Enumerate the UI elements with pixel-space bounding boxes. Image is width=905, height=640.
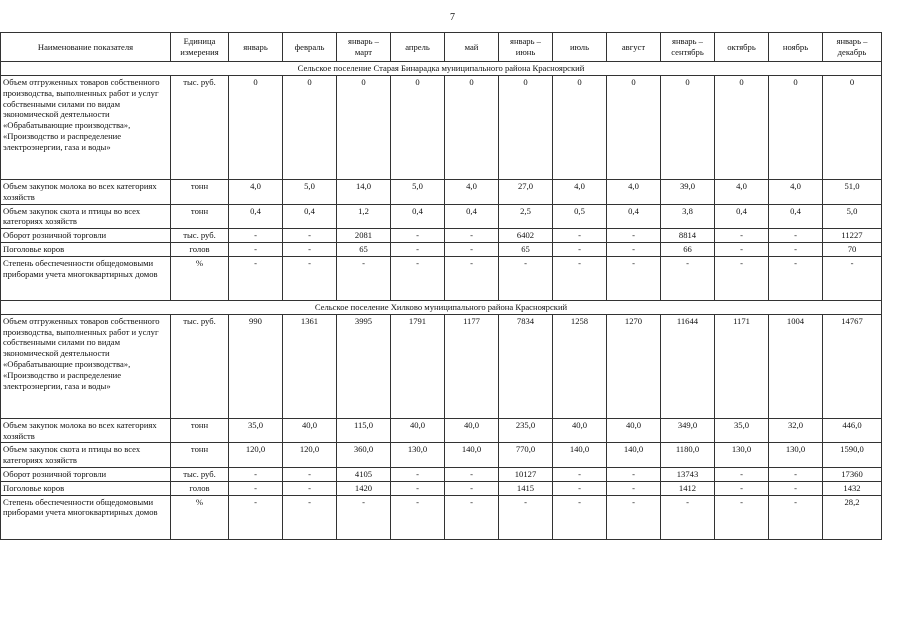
value-cell: 1361 xyxy=(283,314,337,418)
header-month: январь xyxy=(229,33,283,62)
value-cell: 39,0 xyxy=(661,180,715,205)
header-month: август xyxy=(607,33,661,62)
value-cell: - xyxy=(553,229,607,243)
unit-cell: тонн xyxy=(171,443,229,468)
value-cell: 4,0 xyxy=(229,180,283,205)
unit-cell: тыс. руб. xyxy=(171,314,229,418)
header-month: апрель xyxy=(391,33,445,62)
value-cell: - xyxy=(445,481,499,495)
value-cell: - xyxy=(283,256,337,300)
unit-cell: голов xyxy=(171,242,229,256)
value-cell: 360,0 xyxy=(337,443,391,468)
value-cell: - xyxy=(391,256,445,300)
value-cell: 120,0 xyxy=(229,443,283,468)
value-cell: 5,0 xyxy=(823,204,882,229)
value-cell: 446,0 xyxy=(823,418,882,443)
value-cell: 0,4 xyxy=(769,204,823,229)
unit-cell: % xyxy=(171,495,229,539)
indicator-name: Объем отгруженных товаров собственного производства, выполненных работ и услуг собственными силами по видам экономической деятельности «Обрабатывающие производства», «Производство и распределение электроэнергии, газа и воды» xyxy=(1,76,171,180)
value-cell: 1171 xyxy=(715,314,769,418)
value-cell: 11644 xyxy=(661,314,715,418)
value-cell: 4105 xyxy=(337,467,391,481)
value-cell: 1180,0 xyxy=(661,443,715,468)
indicator-name: Степень обеспеченности общедомовыми приборами учета многоквартирных домов xyxy=(1,495,171,539)
value-cell: 140,0 xyxy=(607,443,661,468)
value-cell: - xyxy=(769,467,823,481)
value-cell: 17360 xyxy=(823,467,882,481)
value-cell: - xyxy=(445,242,499,256)
value-cell: 140,0 xyxy=(553,443,607,468)
value-cell: 40,0 xyxy=(607,418,661,443)
page-number: 7 xyxy=(450,12,455,23)
table-row xyxy=(1,229,882,243)
section-header-row xyxy=(1,300,882,314)
value-cell: 2081 xyxy=(337,229,391,243)
section-title: Сельское поселение Хилково муниципального района Красноярский xyxy=(1,300,882,314)
unit-cell: тонн xyxy=(171,180,229,205)
table-body xyxy=(1,62,882,540)
value-cell: 1270 xyxy=(607,314,661,418)
value-cell: 0 xyxy=(283,76,337,180)
value-cell: 0,4 xyxy=(445,204,499,229)
value-cell: 0,5 xyxy=(553,204,607,229)
value-cell: - xyxy=(553,256,607,300)
value-cell: - xyxy=(283,495,337,539)
value-cell: - xyxy=(607,495,661,539)
value-cell: 4,0 xyxy=(715,180,769,205)
value-cell: 8814 xyxy=(661,229,715,243)
value-cell: 0 xyxy=(769,76,823,180)
indicator-name: Объем закупок молока во всех категориях хозяйств xyxy=(1,180,171,205)
table-row xyxy=(1,467,882,481)
value-cell: 4,0 xyxy=(769,180,823,205)
table-row xyxy=(1,495,882,539)
value-cell: - xyxy=(499,495,553,539)
header-row xyxy=(1,33,882,62)
value-cell: - xyxy=(391,495,445,539)
value-cell: 0,4 xyxy=(229,204,283,229)
header-month: январь – сентябрь xyxy=(661,33,715,62)
value-cell: 4,0 xyxy=(445,180,499,205)
header-month: январь – март xyxy=(337,33,391,62)
header-month: январь – декабрь xyxy=(823,33,882,62)
value-cell: - xyxy=(769,229,823,243)
indicator-name: Объем отгруженных товаров собственного производства, выполненных работ и услуг собственными силами по видам экономической деятельности «Обрабатывающие производства», «Производство и распределение электроэнергии, газа и воды» xyxy=(1,314,171,418)
value-cell: - xyxy=(229,256,283,300)
value-cell: 11227 xyxy=(823,229,882,243)
unit-cell: тонн xyxy=(171,204,229,229)
value-cell: - xyxy=(607,229,661,243)
value-cell: 10127 xyxy=(499,467,553,481)
value-cell: 0 xyxy=(499,76,553,180)
value-cell: - xyxy=(391,242,445,256)
value-cell: 0 xyxy=(823,76,882,180)
header-month: май xyxy=(445,33,499,62)
value-cell: 4,0 xyxy=(607,180,661,205)
value-cell: 0 xyxy=(229,76,283,180)
value-cell: 0 xyxy=(715,76,769,180)
unit-cell: тыс. руб. xyxy=(171,467,229,481)
value-cell: 990 xyxy=(229,314,283,418)
value-cell: - xyxy=(769,495,823,539)
value-cell: 2,5 xyxy=(499,204,553,229)
value-cell: 140,0 xyxy=(445,443,499,468)
indicator-name: Оборот розничной торговли xyxy=(1,229,171,243)
value-cell: - xyxy=(229,242,283,256)
value-cell: 40,0 xyxy=(283,418,337,443)
value-cell: 5,0 xyxy=(283,180,337,205)
value-cell: 35,0 xyxy=(229,418,283,443)
header-name: Наименование показателя xyxy=(1,33,171,62)
value-cell: - xyxy=(391,481,445,495)
value-cell: 14767 xyxy=(823,314,882,418)
value-cell: 1177 xyxy=(445,314,499,418)
unit-cell: тонн xyxy=(171,418,229,443)
header-unit: Единица измерения xyxy=(171,33,229,62)
value-cell: 130,0 xyxy=(715,443,769,468)
value-cell: 0,4 xyxy=(607,204,661,229)
value-cell: 65 xyxy=(337,242,391,256)
value-cell: - xyxy=(445,229,499,243)
value-cell: - xyxy=(715,467,769,481)
table-row xyxy=(1,443,882,468)
value-cell: - xyxy=(607,242,661,256)
value-cell: - xyxy=(715,229,769,243)
value-cell: - xyxy=(769,256,823,300)
value-cell: - xyxy=(607,256,661,300)
value-cell: - xyxy=(715,256,769,300)
value-cell: 40,0 xyxy=(391,418,445,443)
value-cell: - xyxy=(229,481,283,495)
value-cell: 65 xyxy=(499,242,553,256)
value-cell: 115,0 xyxy=(337,418,391,443)
value-cell: 130,0 xyxy=(391,443,445,468)
header-month: ноябрь xyxy=(769,33,823,62)
value-cell: - xyxy=(715,242,769,256)
value-cell: - xyxy=(607,467,661,481)
value-cell: 349,0 xyxy=(661,418,715,443)
indicator-name: Поголовье коров xyxy=(1,242,171,256)
indicator-name: Объем закупок скота и птицы во всех категориях хозяйств xyxy=(1,204,171,229)
value-cell: - xyxy=(337,256,391,300)
value-cell: 0 xyxy=(607,76,661,180)
value-cell: 40,0 xyxy=(553,418,607,443)
value-cell: 1791 xyxy=(391,314,445,418)
value-cell: 3,8 xyxy=(661,204,715,229)
value-cell: - xyxy=(769,481,823,495)
value-cell: 1004 xyxy=(769,314,823,418)
value-cell: - xyxy=(283,229,337,243)
statistics-table xyxy=(0,32,882,540)
value-cell: - xyxy=(553,495,607,539)
value-cell: - xyxy=(661,495,715,539)
value-cell: 32,0 xyxy=(769,418,823,443)
value-cell: - xyxy=(445,467,499,481)
value-cell: 35,0 xyxy=(715,418,769,443)
value-cell: 235,0 xyxy=(499,418,553,443)
indicator-name: Оборот розничной торговли xyxy=(1,467,171,481)
value-cell: 0,4 xyxy=(391,204,445,229)
table-row xyxy=(1,180,882,205)
value-cell: 28,2 xyxy=(823,495,882,539)
value-cell: 0 xyxy=(661,76,715,180)
value-cell: - xyxy=(661,256,715,300)
value-cell: - xyxy=(283,467,337,481)
value-cell: - xyxy=(337,495,391,539)
value-cell: 7834 xyxy=(499,314,553,418)
value-cell: 0,4 xyxy=(715,204,769,229)
value-cell: - xyxy=(823,256,882,300)
section-header-row xyxy=(1,62,882,76)
header-month: октябрь xyxy=(715,33,769,62)
value-cell: 1258 xyxy=(553,314,607,418)
value-cell: 40,0 xyxy=(445,418,499,443)
value-cell: - xyxy=(553,481,607,495)
value-cell: 66 xyxy=(661,242,715,256)
header-month: февраль xyxy=(283,33,337,62)
value-cell: 27,0 xyxy=(499,180,553,205)
unit-cell: тыс. руб. xyxy=(171,76,229,180)
indicator-name: Поголовье коров xyxy=(1,481,171,495)
value-cell: 13743 xyxy=(661,467,715,481)
value-cell: 770,0 xyxy=(499,443,553,468)
header-month: январь – июнь xyxy=(499,33,553,62)
value-cell: - xyxy=(229,495,283,539)
table-row xyxy=(1,481,882,495)
value-cell: 0 xyxy=(337,76,391,180)
value-cell: 70 xyxy=(823,242,882,256)
value-cell: 5,0 xyxy=(391,180,445,205)
table-row xyxy=(1,76,882,180)
indicator-name: Степень обеспеченности общедомовыми приборами учета многоквартирных домов xyxy=(1,256,171,300)
value-cell: 0,4 xyxy=(283,204,337,229)
header-month: июль xyxy=(553,33,607,62)
value-cell: - xyxy=(553,467,607,481)
table-row xyxy=(1,418,882,443)
value-cell: 120,0 xyxy=(283,443,337,468)
value-cell: 1590,0 xyxy=(823,443,882,468)
value-cell: - xyxy=(715,495,769,539)
value-cell: 3995 xyxy=(337,314,391,418)
value-cell: - xyxy=(283,242,337,256)
value-cell: - xyxy=(445,256,499,300)
table-row xyxy=(1,256,882,300)
value-cell: 0 xyxy=(553,76,607,180)
section-title: Сельское поселение Старая Бинарадка муниципального района Красноярский xyxy=(1,62,882,76)
value-cell: - xyxy=(715,481,769,495)
value-cell: - xyxy=(229,229,283,243)
value-cell: - xyxy=(553,242,607,256)
value-cell: 4,0 xyxy=(553,180,607,205)
unit-cell: голов xyxy=(171,481,229,495)
value-cell: - xyxy=(499,256,553,300)
value-cell: 1412 xyxy=(661,481,715,495)
indicator-name: Объем закупок скота и птицы во всех категориях хозяйств xyxy=(1,443,171,468)
value-cell: 1415 xyxy=(499,481,553,495)
value-cell: - xyxy=(391,229,445,243)
indicator-name: Объем закупок молока во всех категориях хозяйств xyxy=(1,418,171,443)
unit-cell: % xyxy=(171,256,229,300)
value-cell: - xyxy=(229,467,283,481)
value-cell: - xyxy=(445,495,499,539)
value-cell: 51,0 xyxy=(823,180,882,205)
value-cell: 1420 xyxy=(337,481,391,495)
value-cell: - xyxy=(769,242,823,256)
unit-cell: тыс. руб. xyxy=(171,229,229,243)
value-cell: 1,2 xyxy=(337,204,391,229)
value-cell: - xyxy=(283,481,337,495)
table-row xyxy=(1,204,882,229)
value-cell: 0 xyxy=(445,76,499,180)
value-cell: 130,0 xyxy=(769,443,823,468)
value-cell: - xyxy=(607,481,661,495)
value-cell: - xyxy=(391,467,445,481)
table-row xyxy=(1,242,882,256)
value-cell: 1432 xyxy=(823,481,882,495)
value-cell: 14,0 xyxy=(337,180,391,205)
table-row xyxy=(1,314,882,418)
value-cell: 6402 xyxy=(499,229,553,243)
value-cell: 0 xyxy=(391,76,445,180)
